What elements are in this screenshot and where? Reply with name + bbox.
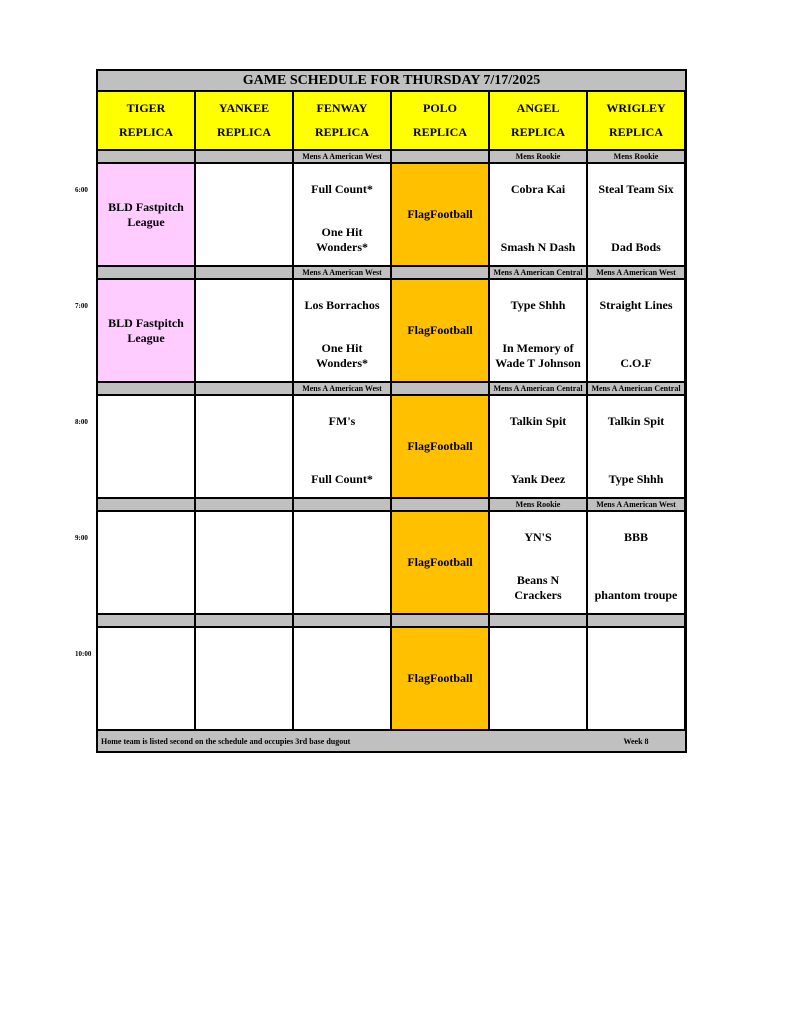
schedule-title: GAME SCHEDULE FOR THURSDAY 7/17/2025 [98,71,685,90]
away-team: Talkin Spit [509,414,567,428]
field-name: WRIGLEY [606,100,666,115]
event-name: FlagFootball [407,207,473,221]
event-cell[interactable] [98,280,194,381]
division-label [98,151,194,162]
game-cell[interactable] [490,396,586,497]
game-cell[interactable] [588,164,684,265]
division-label: Mens A American Central [490,267,586,278]
division-label [98,615,194,626]
empty-cell [98,512,194,613]
division-label: Mens A American Central [490,383,586,394]
away-team: BBB [623,530,648,544]
time-label: 9:00 [75,534,88,542]
division-label [294,615,390,626]
division-label [196,151,292,162]
home-team: C.O.F [620,356,652,370]
field-name: TIGER [126,100,166,115]
field-header-3 [392,92,488,149]
footer-note: Home team is listed second on the schedule and occupies 3rd base dugout [98,731,587,751]
empty-cell [294,628,390,729]
division-label [196,615,292,626]
week-label: Week 8 [587,731,685,751]
empty-cell [196,512,292,613]
home-team: One Hit Wonders* [315,225,368,254]
division-label: Mens A American West [294,267,390,278]
division-label: Mens A American West [588,267,684,278]
home-team: One Hit Wonders* [315,341,368,370]
empty-cell [588,628,684,729]
game-cell[interactable] [490,280,586,381]
event-name: BLD Fastpitch League [108,199,184,229]
field-subtitle: REPLICA [314,125,369,140]
division-label [196,267,292,278]
field-header-1 [196,92,292,149]
event-cell[interactable] [392,512,488,613]
empty-cell [196,280,292,381]
schedule-table [96,69,687,753]
event-cell[interactable] [392,164,488,265]
field-header-4 [490,92,586,149]
empty-cell [98,396,194,497]
event-cell[interactable] [392,628,488,729]
event-name: FlagFootball [407,439,473,453]
time-label: 7:00 [75,302,88,310]
game-cell[interactable] [588,396,684,497]
away-team: Type Shhh [510,298,566,312]
division-label [392,499,488,510]
time-label: 10:00 [75,650,92,658]
home-team: Full Count* [311,472,373,486]
field-subtitle: REPLICA [118,125,173,140]
division-label [196,499,292,510]
division-label [98,267,194,278]
division-label [588,615,684,626]
empty-cell [196,396,292,497]
division-label [196,383,292,394]
event-name: FlagFootball [407,671,473,685]
field-header-0 [98,92,194,149]
home-team: Smash N Dash [500,240,576,254]
division-label [392,383,488,394]
field-name: YANKEE [218,100,270,115]
away-team: FM's [328,414,356,428]
division-label [392,151,488,162]
event-cell[interactable] [392,280,488,381]
division-label: Mens A American West [294,383,390,394]
division-label: Mens A American West [588,499,684,510]
game-cell[interactable] [588,512,684,613]
division-label [98,499,194,510]
field-subtitle: REPLICA [412,125,467,140]
field-subtitle: REPLICA [608,125,663,140]
game-cell[interactable] [588,280,684,381]
home-team: phantom troupe [594,588,678,602]
game-cell[interactable] [294,164,390,265]
empty-cell [490,628,586,729]
division-label: Mens A American Central [588,383,684,394]
away-team: Talkin Spit [607,414,665,428]
division-label [490,615,586,626]
home-team: In Memory of Wade T Johnson [495,341,581,370]
empty-cell [196,628,292,729]
division-label: Mens Rookie [490,151,586,162]
field-subtitle: REPLICA [510,125,565,140]
time-label: 6:00 [75,186,88,194]
event-name: BLD Fastpitch League [108,315,184,345]
division-label [294,499,390,510]
away-team: Steal Team Six [598,182,674,196]
event-cell[interactable] [98,164,194,265]
division-label: Mens Rookie [588,151,684,162]
field-header-2 [294,92,390,149]
away-team: Full Count* [311,182,373,196]
field-name: ANGEL [516,100,560,115]
field-name: POLO [422,100,457,115]
event-cell[interactable] [392,396,488,497]
game-cell[interactable] [490,512,586,613]
away-team: Straight Lines [599,298,673,312]
field-subtitle: REPLICA [216,125,271,140]
division-label [392,267,488,278]
event-name: FlagFootball [407,555,473,569]
empty-cell [98,628,194,729]
game-cell[interactable] [490,164,586,265]
away-team: YN'S [524,530,552,544]
field-header-5 [588,92,684,149]
time-label: 8:00 [75,418,88,426]
event-name: FlagFootball [407,323,473,337]
home-team: Dad Bods [611,240,661,254]
division-label: Mens Rookie [490,499,586,510]
game-cell[interactable] [294,280,390,381]
division-label [98,383,194,394]
division-label [392,615,488,626]
home-team: Beans N Crackers [514,573,562,602]
home-team: Yank Deez [510,472,566,486]
away-team: Cobra Kai [510,182,566,196]
home-team: Type Shhh [608,472,664,486]
empty-cell [294,512,390,613]
away-team: Los Borrachos [304,298,380,312]
field-name: FENWAY [316,100,368,115]
game-cell[interactable] [294,396,390,497]
division-label: Mens A American West [294,151,390,162]
empty-cell [196,164,292,265]
